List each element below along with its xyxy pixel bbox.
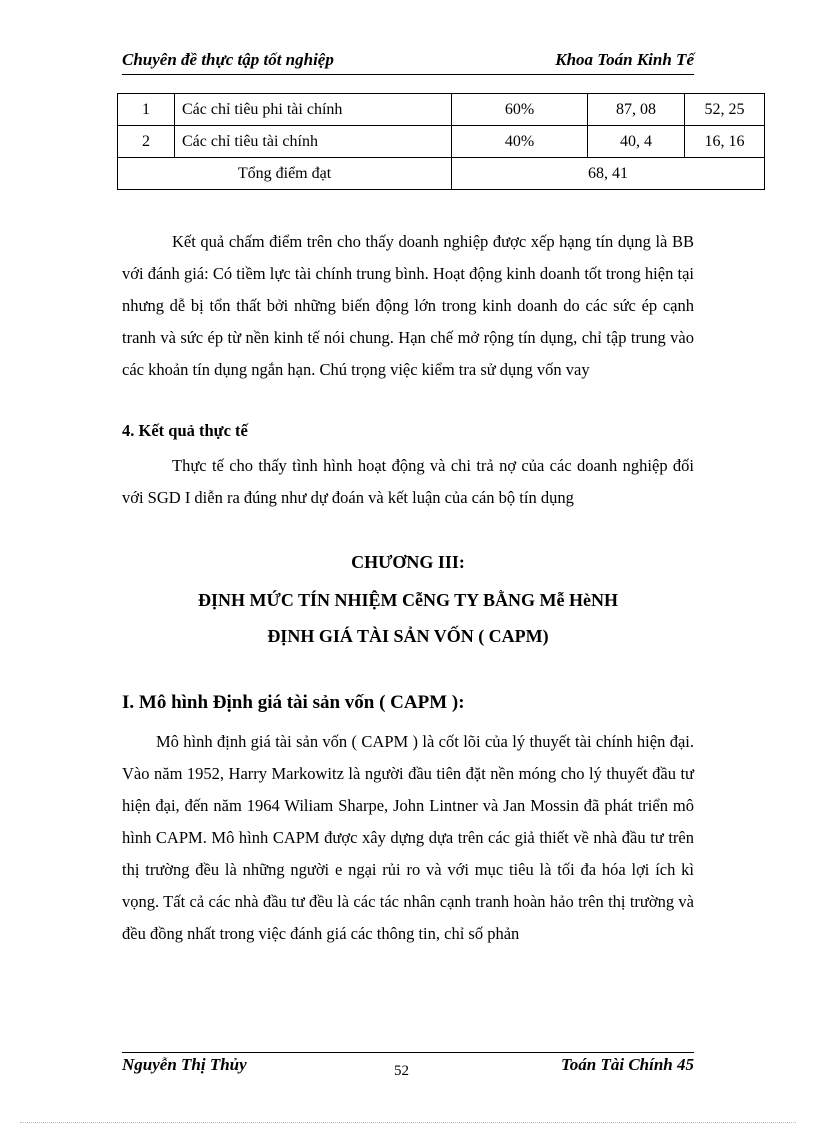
criteria-score: 40, 4	[588, 126, 685, 158]
criteria-score: 87, 08	[588, 94, 685, 126]
table-total-row	[118, 158, 765, 190]
weighted-score: 52, 25	[685, 94, 765, 126]
result-paragraph: Kết quả chấm điểm trên cho thấy doanh nghiệp được xếp hạng tín dụng là BB với đánh giá: Có tiềm lực tài chính trung bình. Hoạt động kinh doanh tốt trong hiện tại nhưng dễ bị tổn thất bởi những biến động lớn trong kinh doanh do các sức ép cạnh tranh và sức ép từ nền kinh tế nói chung. Hạn chế mở rộng tín dụng, chỉ tập trung vào các khoản tín dụng ngắn hạn. Chú trọng việc kiểm tra sử dụng vốn vay	[122, 232, 694, 379]
total-value: 68, 41	[452, 158, 765, 190]
page-footer	[122, 1052, 694, 1079]
header-right: Khoa Toán Kinh Tế	[555, 50, 694, 69]
chapter-title-line-1: ĐỊNH MỨC TÍN NHIỆM CễNG TY BẰNG Mễ HèNH	[198, 590, 618, 610]
chapter-label: CHƯƠNG III:	[351, 552, 465, 572]
criteria-name: Các chỉ tiêu tài chính	[175, 126, 452, 158]
row-number: 1	[118, 94, 175, 126]
weighted-score: 16, 16	[685, 126, 765, 158]
criteria-weight: 40%	[452, 126, 588, 158]
actual-result-paragraph: Thực tế cho thấy tình hình hoạt động và chi trả nợ của các doanh nghiệp đối với SGD I diễn ra đúng như dự đoán và kết luận của cán bộ tín dụng	[122, 456, 694, 507]
page-number: 52	[394, 1063, 409, 1079]
footer-author: Nguyễn Thị Thủy	[122, 1055, 247, 1074]
section-heading-4: 4. Kết quả thực tế	[122, 421, 248, 440]
row-number: 2	[118, 126, 175, 158]
criteria-name: Các chỉ tiêu phi tài chính	[175, 94, 452, 126]
section-title: I. Mô hình Định giá tài sản vốn ( CAPM ):	[122, 692, 465, 713]
footer-class: Toán Tài Chính 45	[560, 1055, 694, 1074]
total-label: Tổng điểm đạt	[118, 158, 452, 190]
capm-paragraph: Mô hình định giá tài sản vốn ( CAPM ) là cốt lõi của lý thuyết tài chính hiện đại. Vào năm 1952, Harry Markowitz là người đầu tiên đặt nền móng cho lý thuyết đầu tư hiện đại, đến năm 1964 Wiliam Sharpe, John Lintner và Jan Mossin đã phát triển mô hình CAPM. Mô hình CAPM được xây dựng dựa trên các giả thiết về nhà đầu tư trên thị trường đều là những người e ngại rủi ro và với mục tiêu là tối đa hóa lợi ích kì vọng. Tất cả các nhà đầu tư đều là các tác nhân cạnh tranh hoàn hảo trên thị trường và đều đồng nhất trong việc đánh giá các thông tin, chỉ số phản	[122, 732, 694, 943]
chapter-title-line-2: ĐỊNH GIÁ TÀI SẢN VỐN ( CAPM)	[267, 626, 549, 646]
header-left: Chuyên đề thực tập tốt nghiệp	[122, 50, 334, 69]
table-row	[118, 94, 765, 126]
table-row	[118, 126, 765, 158]
criteria-weight: 60%	[452, 94, 588, 126]
page-header	[122, 48, 694, 75]
score-table	[117, 93, 765, 190]
